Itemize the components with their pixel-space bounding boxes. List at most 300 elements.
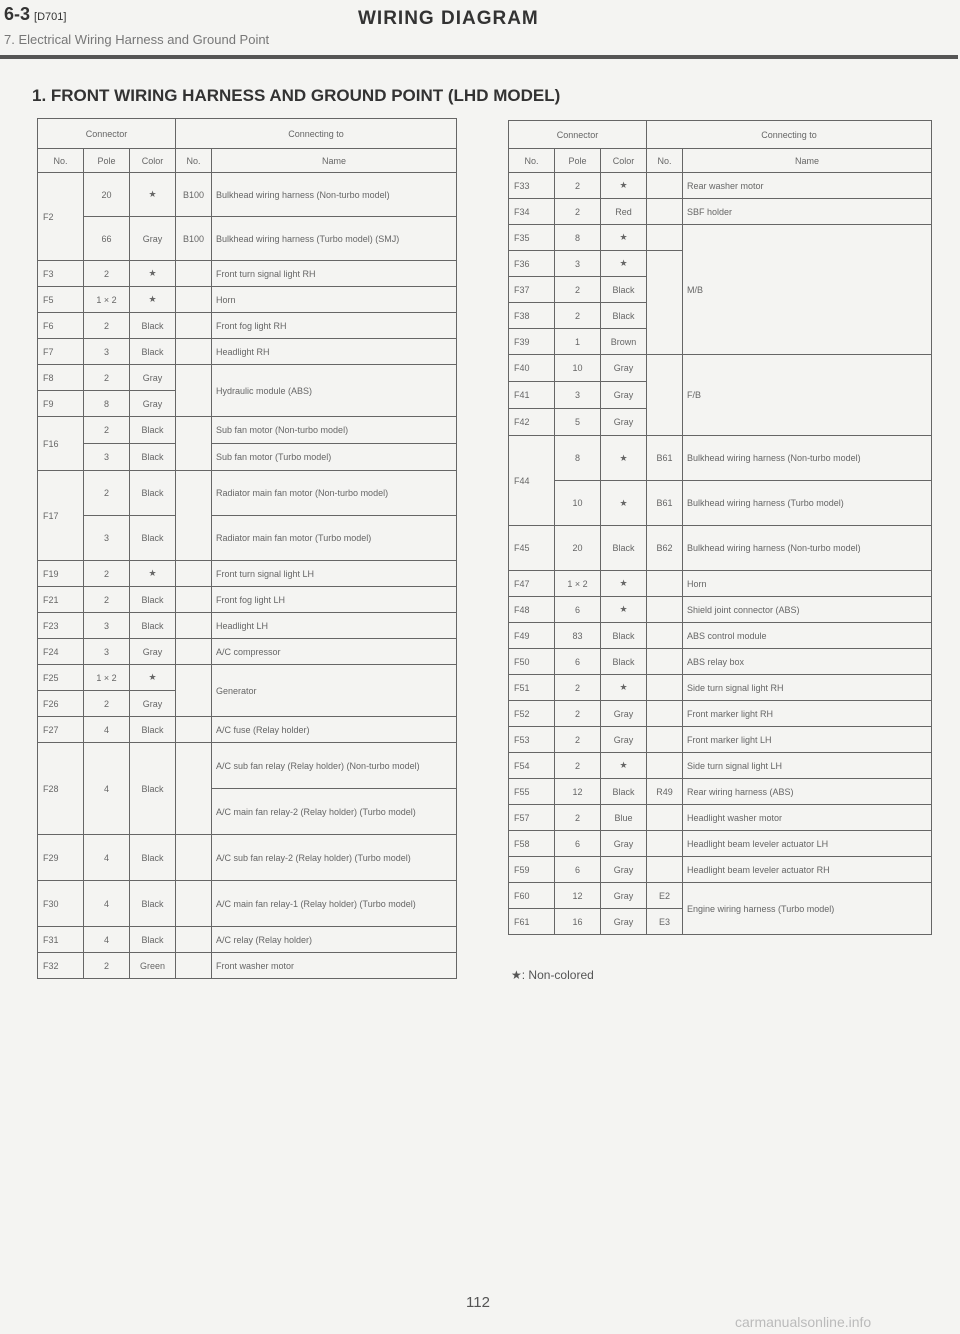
color: ★: [601, 597, 647, 623]
color: Black: [130, 835, 176, 881]
connector-no: F55: [509, 779, 555, 805]
pole: 6: [555, 857, 601, 883]
conn-no: E2: [647, 883, 683, 909]
connector-no: F24: [38, 639, 84, 665]
connecting-name: A/C compressor: [212, 639, 457, 665]
pole: 6: [555, 831, 601, 857]
table-row: [38, 339, 457, 365]
connecting-name: Bulkhead wiring harness (Turbo model) (SMJ): [212, 217, 457, 261]
color: Black: [130, 417, 176, 444]
pole: 12: [555, 883, 601, 909]
connector-no: F23: [38, 613, 84, 639]
color: Gray: [130, 217, 176, 261]
pole: 4: [84, 743, 130, 835]
pole: 2: [555, 199, 601, 225]
pole: 1 × 2: [555, 571, 601, 597]
color: Black: [130, 471, 176, 516]
header-color: Color: [130, 149, 176, 173]
color: ★: [130, 261, 176, 287]
connector-table-right: [508, 120, 932, 935]
connecting-name: Front washer motor: [212, 953, 457, 979]
pole: 8: [84, 391, 130, 417]
conn-no: B100: [176, 217, 212, 261]
pole: 8: [555, 436, 601, 481]
connector-no: F40: [509, 355, 555, 382]
table-row: [509, 701, 932, 727]
conn-no: [176, 261, 212, 287]
connecting-name: M/B: [683, 225, 932, 355]
color: Gray: [601, 355, 647, 382]
color: Gray: [601, 831, 647, 857]
pole: 4: [84, 717, 130, 743]
connector-no: F52: [509, 701, 555, 727]
table-row: [38, 287, 457, 313]
table-row: [38, 927, 457, 953]
connecting-name: Headlight washer motor: [683, 805, 932, 831]
table-subheader-row: [38, 149, 457, 173]
table-row: [509, 225, 932, 251]
color: Gray: [601, 409, 647, 436]
connecting-name: Shield joint connector (ABS): [683, 597, 932, 623]
color: ★: [601, 436, 647, 481]
pole: 3: [555, 382, 601, 409]
connecting-name: ABS relay box: [683, 649, 932, 675]
connecting-name: Sub fan motor (Turbo model): [212, 444, 457, 471]
header-divider: [0, 55, 958, 59]
conn-no: [176, 471, 212, 561]
connector-no: F25: [38, 665, 84, 691]
conn-no: [176, 313, 212, 339]
header-pole: Pole: [555, 149, 601, 173]
table-row: [38, 444, 457, 471]
conn-no: [176, 927, 212, 953]
table-row: [38, 516, 457, 561]
table-header-row: [38, 119, 457, 149]
table-row: [509, 831, 932, 857]
conn-no: [176, 953, 212, 979]
table-header-row: [509, 121, 932, 149]
color: Gray: [601, 857, 647, 883]
connecting-name: Radiator main fan motor (Turbo model): [212, 516, 457, 561]
table-row: [509, 779, 932, 805]
header-pole: Pole: [84, 149, 130, 173]
pole: 4: [84, 835, 130, 881]
conn-no: [176, 365, 212, 417]
connector-no: F34: [509, 199, 555, 225]
conn-no: [176, 613, 212, 639]
color: Gray: [130, 691, 176, 717]
color: Gray: [601, 727, 647, 753]
pole: 10: [555, 355, 601, 382]
connecting-name: Horn: [212, 287, 457, 313]
connector-no: F57: [509, 805, 555, 831]
pole: 6: [555, 649, 601, 675]
watermark: carmanualsonline.info: [735, 1314, 872, 1330]
pole: 3: [84, 516, 130, 561]
color: Black: [130, 717, 176, 743]
connector-no: F54: [509, 753, 555, 779]
conn-no: [647, 355, 683, 436]
conn-no: [647, 649, 683, 675]
color: Gray: [601, 909, 647, 935]
color: Black: [130, 339, 176, 365]
pole: 2: [84, 471, 130, 516]
table-row: [509, 526, 932, 571]
table-subheader-row: [509, 149, 932, 173]
connecting-name: ABS control module: [683, 623, 932, 649]
pole: 5: [555, 409, 601, 436]
conn-no: [176, 587, 212, 613]
conn-no: [647, 623, 683, 649]
connector-no: F8: [38, 365, 84, 391]
table-row: [509, 436, 932, 481]
connector-no: F61: [509, 909, 555, 935]
connector-no: F16: [38, 417, 84, 471]
pole: 2: [84, 587, 130, 613]
color: Black: [130, 313, 176, 339]
header-conn-no: No.: [176, 149, 212, 173]
conn-no: [647, 831, 683, 857]
color: ★: [601, 481, 647, 526]
table-row: [38, 261, 457, 287]
connecting-name: A/C sub fan relay-2 (Relay holder) (Turbo model): [212, 835, 457, 881]
connector-no: F27: [38, 717, 84, 743]
header-connecting-to: Connecting to: [647, 121, 932, 149]
footnote: ★: Non-colored: [511, 968, 594, 982]
conn-no: [176, 639, 212, 665]
conn-no: [647, 597, 683, 623]
connecting-name: Front fog light RH: [212, 313, 457, 339]
header-connector: Connector: [38, 119, 176, 149]
section-code: 6-3: [4, 4, 31, 24]
color: Green: [130, 953, 176, 979]
color: Black: [130, 927, 176, 953]
color: ★: [130, 665, 176, 691]
conn-no: [647, 173, 683, 199]
connecting-name: A/C relay (Relay holder): [212, 927, 457, 953]
color: Black: [601, 303, 647, 329]
conn-no: [176, 417, 212, 471]
connecting-name: Front marker light RH: [683, 701, 932, 727]
connector-no: F5: [38, 287, 84, 313]
connector-no: F36: [509, 251, 555, 277]
table-row: [509, 857, 932, 883]
section-ref: [D701]: [34, 11, 67, 23]
pole: 4: [84, 881, 130, 927]
color: Blue: [601, 805, 647, 831]
pole: 2: [555, 727, 601, 753]
table-row: [38, 953, 457, 979]
conn-no: [647, 753, 683, 779]
color: ★: [601, 173, 647, 199]
table-row: [38, 471, 457, 516]
color: ★: [130, 287, 176, 313]
table-row: [509, 597, 932, 623]
table-row: [509, 571, 932, 597]
color: Black: [130, 516, 176, 561]
color: ★: [130, 561, 176, 587]
table-row: [509, 883, 932, 909]
conn-no: [647, 251, 683, 355]
connector-no: F35: [509, 225, 555, 251]
table-row: [38, 365, 457, 391]
pole: 1 × 2: [84, 665, 130, 691]
color: Black: [130, 587, 176, 613]
pole: 2: [555, 173, 601, 199]
color: Brown: [601, 329, 647, 355]
connecting-name: A/C sub fan relay (Relay holder) (Non-turbo model): [212, 743, 457, 789]
page-number: 112: [466, 1294, 490, 1311]
conn-no: [176, 835, 212, 881]
connecting-name: Side turn signal light LH: [683, 753, 932, 779]
pole: 8: [555, 225, 601, 251]
connecting-name: Headlight beam leveler actuator LH: [683, 831, 932, 857]
connector-no: F30: [38, 881, 84, 927]
connector-no: F6: [38, 313, 84, 339]
connector-no: F33: [509, 173, 555, 199]
connecting-name: Generator: [212, 665, 457, 717]
conn-no: B61: [647, 481, 683, 526]
connector-no: F19: [38, 561, 84, 587]
pole: 2: [555, 701, 601, 727]
color: Red: [601, 199, 647, 225]
connecting-name: Sub fan motor (Non-turbo model): [212, 417, 457, 444]
connector-no: F26: [38, 691, 84, 717]
connector-no: F2: [38, 173, 84, 261]
pole: 66: [84, 217, 130, 261]
page-title: WIRING DIAGRAM: [358, 8, 539, 29]
table-row: [509, 623, 932, 649]
pole: 10: [555, 481, 601, 526]
header-name: Name: [212, 149, 457, 173]
connecting-name: Bulkhead wiring harness (Turbo model): [683, 481, 932, 526]
connecting-name: Bulkhead wiring harness (Non-turbo model): [683, 526, 932, 571]
pole: 3: [84, 339, 130, 365]
connecting-name: Hydraulic module (ABS): [212, 365, 457, 417]
connector-no: F47: [509, 571, 555, 597]
table-row: [38, 587, 457, 613]
color: Gray: [130, 365, 176, 391]
table-row: [509, 173, 932, 199]
connecting-name: F/B: [683, 355, 932, 436]
conn-no: [176, 339, 212, 365]
table-row: [38, 217, 457, 261]
color: Black: [601, 649, 647, 675]
pole: 2: [84, 261, 130, 287]
connecting-name: Front fog light LH: [212, 587, 457, 613]
pole: 2: [555, 753, 601, 779]
pole: 2: [84, 561, 130, 587]
color: Black: [130, 743, 176, 835]
conn-no: B61: [647, 436, 683, 481]
conn-no: [176, 561, 212, 587]
color: Gray: [601, 701, 647, 727]
color: Gray: [130, 391, 176, 417]
connecting-name: Headlight RH: [212, 339, 457, 365]
header-no: No.: [509, 149, 555, 173]
header-conn-no: No.: [647, 149, 683, 173]
connector-no: F9: [38, 391, 84, 417]
connector-no: F7: [38, 339, 84, 365]
connecting-name: Radiator main fan motor (Non-turbo model): [212, 471, 457, 516]
header-connector: Connector: [509, 121, 647, 149]
conn-no: [647, 727, 683, 753]
conn-no: R49: [647, 779, 683, 805]
connecting-name: Headlight LH: [212, 613, 457, 639]
pole: 2: [84, 313, 130, 339]
conn-no: [647, 571, 683, 597]
connecting-name: Side turn signal light RH: [683, 675, 932, 701]
connecting-name: Front turn signal light RH: [212, 261, 457, 287]
connecting-name: Engine wiring harness (Turbo model): [683, 883, 932, 935]
connector-no: F39: [509, 329, 555, 355]
connector-no: F49: [509, 623, 555, 649]
table-row: [509, 675, 932, 701]
connecting-name: Front turn signal light LH: [212, 561, 457, 587]
color: Gray: [130, 639, 176, 665]
connector-no: F21: [38, 587, 84, 613]
table-row: [38, 313, 457, 339]
connector-no: F50: [509, 649, 555, 675]
table-row: [509, 727, 932, 753]
connecting-name: A/C fuse (Relay holder): [212, 717, 457, 743]
pole: 2: [84, 365, 130, 391]
connecting-name: Bulkhead wiring harness (Non-turbo model): [683, 436, 932, 481]
conn-no: [176, 743, 212, 835]
color: ★: [601, 571, 647, 597]
connector-table-left: [37, 118, 457, 979]
conn-no: [176, 665, 212, 717]
table-row: [38, 835, 457, 881]
color: ★: [601, 225, 647, 251]
pole: 2: [555, 675, 601, 701]
connector-no: F51: [509, 675, 555, 701]
pole: 2: [84, 953, 130, 979]
pole: 2: [555, 303, 601, 329]
pole: 3: [84, 444, 130, 471]
color: Gray: [601, 382, 647, 409]
table-row: [509, 355, 932, 382]
connector-no: F3: [38, 261, 84, 287]
connecting-name: Headlight beam leveler actuator RH: [683, 857, 932, 883]
color: Black: [130, 881, 176, 927]
conn-no: [647, 701, 683, 727]
pole: 4: [84, 927, 130, 953]
color: Black: [601, 526, 647, 571]
pole: 1: [555, 329, 601, 355]
pole: 20: [555, 526, 601, 571]
table-row: [38, 639, 457, 665]
connector-no: F32: [38, 953, 84, 979]
conn-no: [176, 717, 212, 743]
connecting-name: Front marker light LH: [683, 727, 932, 753]
connecting-name: Rear wiring harness (ABS): [683, 779, 932, 805]
color: Gray: [601, 883, 647, 909]
connector-no: F37: [509, 277, 555, 303]
connector-no: F59: [509, 857, 555, 883]
header-color: Color: [601, 149, 647, 173]
conn-no: [647, 225, 683, 251]
connecting-name: Rear washer motor: [683, 173, 932, 199]
pole: 6: [555, 597, 601, 623]
connector-no: F58: [509, 831, 555, 857]
connecting-name: Bulkhead wiring harness (Non-turbo model): [212, 173, 457, 217]
pole: 3: [84, 613, 130, 639]
table-row: [509, 805, 932, 831]
connector-no: F45: [509, 526, 555, 571]
pole: 12: [555, 779, 601, 805]
connector-no: F38: [509, 303, 555, 329]
pole: 3: [84, 639, 130, 665]
connector-no: F53: [509, 727, 555, 753]
color: Black: [601, 623, 647, 649]
connector-no: F60: [509, 883, 555, 909]
connector-no: F44: [509, 436, 555, 526]
conn-no: [647, 857, 683, 883]
connecting-name: A/C main fan relay-2 (Relay holder) (Turbo model): [212, 789, 457, 835]
table-row: [509, 753, 932, 779]
table-row: [38, 665, 457, 691]
table-row: [38, 613, 457, 639]
connector-no: F29: [38, 835, 84, 881]
pole: 2: [555, 277, 601, 303]
color: ★: [130, 173, 176, 217]
pole: 2: [555, 805, 601, 831]
connector-no: F31: [38, 927, 84, 953]
connector-no: F17: [38, 471, 84, 561]
color: ★: [601, 675, 647, 701]
color: ★: [601, 753, 647, 779]
header-connecting-to: Connecting to: [176, 119, 457, 149]
pole: 2: [84, 691, 130, 717]
conn-no: [176, 881, 212, 927]
table-row: [509, 199, 932, 225]
connecting-name: A/C main fan relay-1 (Relay holder) (Turbo model): [212, 881, 457, 927]
conn-no: [647, 199, 683, 225]
conn-no: [647, 675, 683, 701]
connector-no: F28: [38, 743, 84, 835]
connecting-name: SBF holder: [683, 199, 932, 225]
section-number: [4, 4, 66, 25]
table-row: [38, 743, 457, 789]
table-row: [509, 481, 932, 526]
section-title: 1. FRONT WIRING HARNESS AND GROUND POINT (LHD MODEL): [32, 86, 561, 105]
connector-no: F48: [509, 597, 555, 623]
pole: 16: [555, 909, 601, 935]
table-row: [38, 561, 457, 587]
pole: 20: [84, 173, 130, 217]
pole: 3: [555, 251, 601, 277]
color: Black: [601, 277, 647, 303]
pole: 1 × 2: [84, 287, 130, 313]
header-no: No.: [38, 149, 84, 173]
connecting-name: Horn: [683, 571, 932, 597]
conn-no: B100: [176, 173, 212, 217]
color: Black: [130, 444, 176, 471]
color: ★: [601, 251, 647, 277]
header-name: Name: [683, 149, 932, 173]
table-row: [509, 649, 932, 675]
table-row: [38, 881, 457, 927]
conn-no: [647, 805, 683, 831]
pole: 2: [84, 417, 130, 444]
conn-no: B62: [647, 526, 683, 571]
page-subtitle: 7. Electrical Wiring Harness and Ground Point: [4, 32, 270, 47]
connector-no: F42: [509, 409, 555, 436]
conn-no: [176, 287, 212, 313]
table-row: [38, 417, 457, 444]
color: Black: [601, 779, 647, 805]
